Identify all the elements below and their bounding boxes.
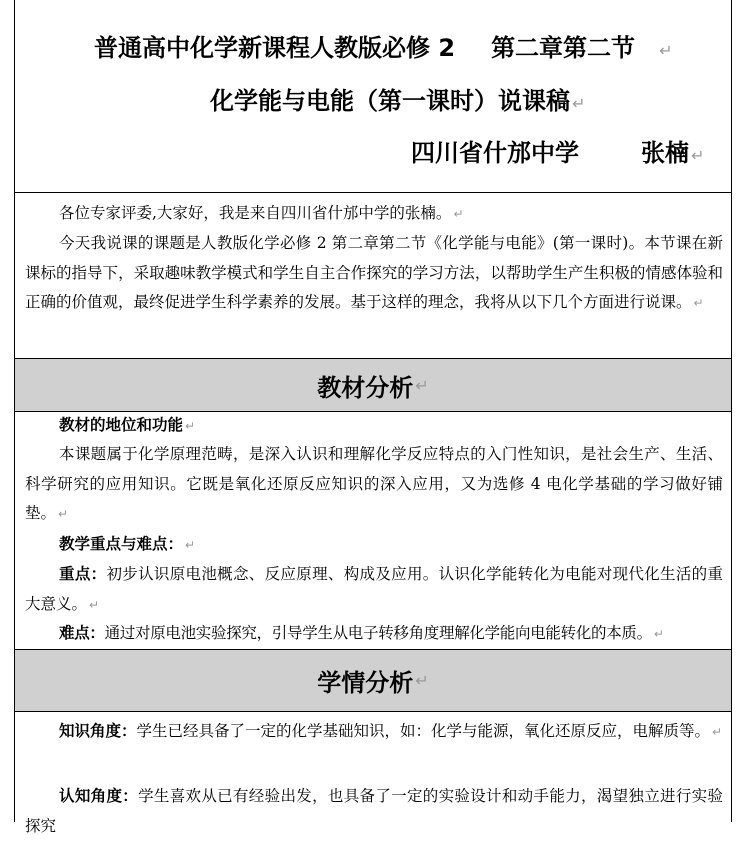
subheading-key-points	[25, 529, 723, 561]
subheading-text: 教材的地位和功能	[59, 415, 184, 434]
divider	[14, 711, 732, 712]
cognition-label: 认知角度：	[59, 786, 139, 805]
paragraph-mark: ↵	[712, 725, 723, 739]
subheading-text: 教学重点与难点：	[59, 534, 184, 553]
author-name: 张楠	[641, 139, 689, 167]
intro-paragraph	[25, 229, 723, 319]
section-header-textbook-analysis	[15, 359, 731, 411]
paragraph-mark: ↵	[185, 419, 196, 433]
title-line-3	[411, 133, 704, 168]
knowledge-text: 学生已经具备了一定的化学基础知识，如：化学与能源，氧化还原反应，电解质等。	[136, 722, 711, 740]
knowledge-label: 知识角度：	[59, 721, 137, 740]
paragraph-mark: ↵	[653, 627, 664, 641]
greeting-paragraph	[25, 199, 723, 230]
paragraph-mark: ↵	[691, 146, 705, 165]
paragraph-mark: ↵	[693, 296, 704, 310]
cognition-paragraph	[25, 781, 723, 841]
paragraph-mark: ↵	[659, 41, 673, 60]
greeting-text: 各位专家评委,大家好，我是来自四川省什邡中学的张楠。	[59, 204, 452, 222]
paragraph-mark: ↵	[415, 375, 429, 395]
subheading-status	[25, 410, 723, 442]
title-line-2	[210, 81, 585, 116]
paragraph-mark: ↵	[453, 207, 464, 221]
status-paragraph	[25, 440, 723, 530]
title-chapter: 第二章第二节	[491, 34, 636, 62]
key-label: 重点：	[59, 564, 107, 583]
knowledge-paragraph	[25, 716, 723, 748]
difficulty-label: 难点：	[59, 623, 105, 642]
school-name: 四川省什邡中学	[411, 139, 579, 167]
paragraph-mark: ↵	[89, 597, 100, 612]
section-title: 教材分析	[317, 373, 414, 402]
status-text: 本课题属于化学原理范畴，是深入认识和理解化学反应特点的入门性知识，是社会生产、生活、科学研究的应用知识。它既是氧化还原反应知识的深入应用，又为选修 4 电化学基础的学习做好铺垫。	[25, 445, 723, 522]
paragraph-mark: ↵	[572, 94, 586, 113]
key-points-paragraph	[25, 559, 723, 620]
divider	[14, 192, 732, 193]
difficulty-text: 通过对原电池实验探究，引导学生从电子转移角度理解化学能向电能转化的本质。	[104, 624, 652, 642]
paragraph-mark: ↵	[58, 507, 69, 521]
title-line-1	[94, 28, 672, 63]
section-title: 学情分析	[317, 669, 414, 697]
intro-text: 今天我说课的课题是人教版化学必修 2 第二章第二节《化学能与电能》(第一课时)。本节课在新课标的指导下，采取趣味教学模式和学生自主合作探究的学习方法，以帮助学生产生积极的情感体验和正确的价值观，最终促进学生科学素养的发展。基于这样的理念，我将从以下几个方面进行说课。	[25, 234, 723, 311]
title-lesson: 化学能与电能（第一课时）说课稿	[210, 87, 570, 115]
key-text: 初步认识原电池概念、反应原理、构成及应用。认识化学能转化为电能对现代化生活的重大意义。	[25, 565, 723, 613]
cognition-text: 学生喜欢从已有经验出发，也具备了一定的实验设计和动手能力，渴望独立进行实验探究	[25, 787, 723, 835]
paragraph-mark: ↵	[415, 671, 429, 690]
title-course: 普通高中化学新课程人教版必修 2	[94, 34, 456, 62]
difficulty-paragraph	[25, 618, 723, 650]
paragraph-mark: ↵	[185, 538, 196, 552]
section-header-student-analysis	[15, 650, 731, 711]
